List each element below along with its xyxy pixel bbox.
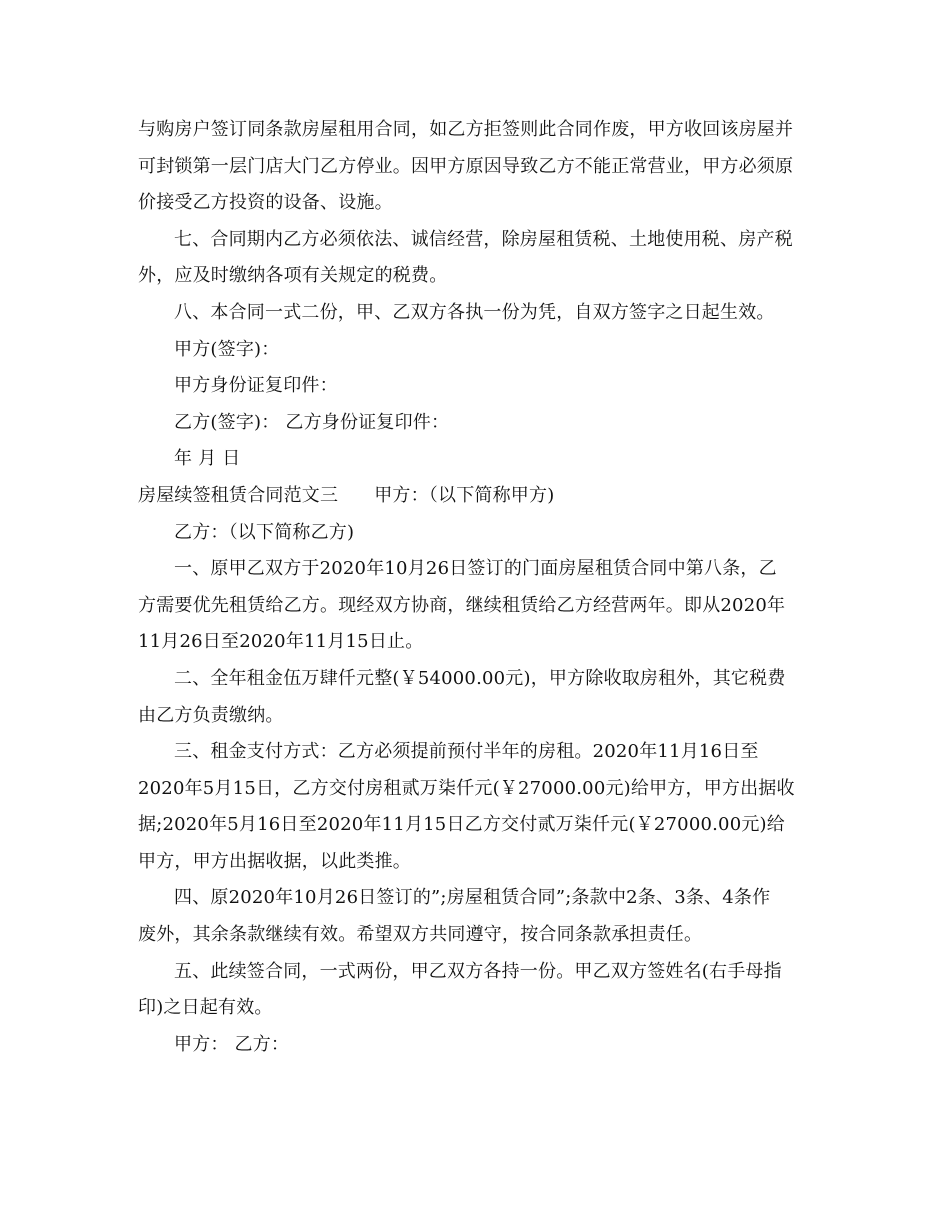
section-title: 房屋续签租赁合同范文三 bbox=[138, 484, 339, 506]
clause-seven-line: 七、合同期内乙方必须依法、诚信经营，除房屋租赁税、土地使用税、房产税 bbox=[174, 228, 793, 250]
text-line: 价接受乙方投资的设备、设施。 bbox=[138, 192, 393, 214]
text-line: 可封锁第一层门店大门乙方停业。因甲方原因导致乙方不能正常营业，甲方必须原 bbox=[138, 155, 794, 177]
text-line: 与购房户签订同条款房屋租用合同，如乙方拒签则此合同作废，甲方收回该房屋并 bbox=[138, 119, 794, 140]
date-line: 年 月 日 bbox=[174, 448, 241, 470]
clause-five-line: 五、此续签合同，一式两份，甲乙双方各持一份。甲乙双方签姓名(右手母指 bbox=[174, 960, 782, 982]
text-line: 甲方，甲方出据收据，以此类推。 bbox=[138, 850, 411, 872]
text-line: 废外，其余条款继续有效。希望双方共同遵守，按合同条款承担责任。 bbox=[138, 924, 703, 946]
party-a-id-copy-label: 甲方身份证复印件： bbox=[174, 375, 338, 397]
signature-parties-line: 甲方： 乙方： bbox=[174, 1033, 290, 1055]
document-body bbox=[138, 112, 814, 1063]
text-line: 由乙方负责缴纳。 bbox=[138, 704, 284, 726]
section-heading-line bbox=[138, 478, 814, 515]
text-line: 方需要优先租赁给乙方。现经双方协商，继续租赁给乙方经营两年。即从2020年 bbox=[138, 594, 786, 616]
party-b-intro: 乙方：（以下简称乙方) bbox=[174, 521, 355, 543]
clause-three-line: 三、租金支付方式：乙方必须提前预付半年的房租。2020年11月16日至 bbox=[174, 741, 759, 763]
clause-one-line: 一、原甲乙双方于2020年10月26日签订的门面房屋租赁合同中第八条，乙 bbox=[174, 558, 777, 580]
clause-four-line: 四、原2020年10月26日签订的”;房屋租赁合同”;条款中2条、3条、4条作 bbox=[174, 887, 771, 909]
text-line: 外，应及时缴纳各项有关规定的税费。 bbox=[138, 265, 448, 287]
text-line: 据;2020年5月16日至2020年11月15日乙方交付贰万柒仟元(￥27000.00元)给 bbox=[138, 814, 785, 836]
text-line: 印)之日起有效。 bbox=[138, 997, 273, 1019]
text-line: 11月26日至2020年11月15日止。 bbox=[138, 631, 424, 653]
clause-eight-line: 八、本合同一式二份，甲、乙双方各执一份为凭，自双方签字之日起生效。 bbox=[174, 301, 775, 323]
clause-two-line: 二、全年租金伍万肆仟元整(￥54000.00元)，甲方除收取房租外，其它税费 bbox=[174, 667, 786, 689]
text-line: 2020年5月15日，乙方交付房租贰万柒仟元(￥27000.00元)给甲方，甲方出据收 bbox=[138, 777, 795, 799]
party-a-intro: 甲方：（以下简称甲方) bbox=[374, 484, 555, 506]
party-b-signature-label: 乙方(签字)： 乙方身份证复印件： bbox=[174, 411, 450, 433]
party-a-signature-label: 甲方(签字)： bbox=[174, 338, 280, 360]
